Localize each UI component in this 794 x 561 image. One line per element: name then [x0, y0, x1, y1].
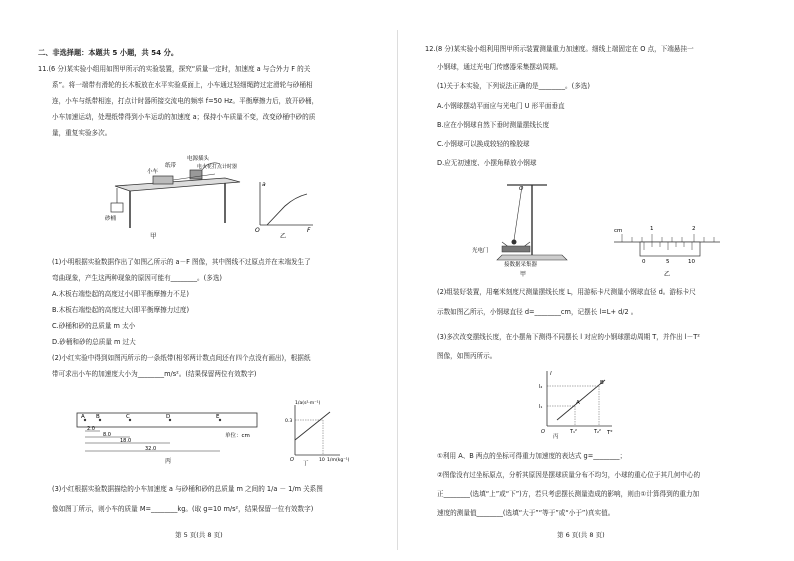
tape-dist-2: 8.0	[103, 432, 111, 438]
q12-stem-line: 小钢球，通过光电门传感器采集摆动周期。	[437, 63, 563, 71]
tape-dist-3: 18.0	[120, 438, 132, 444]
label-plug: 电源插头	[187, 156, 210, 162]
label-cm: cm	[614, 228, 623, 234]
q12-sub1: (1)关于本实验，下列说法正确的是________。(多选)	[437, 82, 590, 90]
tick-l1: l₁	[539, 404, 543, 410]
q12-sub2-line: 示数如图乙所示，小钢球直径 d=________cm，记摆长 l=L+ d/2 。	[437, 308, 638, 316]
tape-unit: 单位：cm	[225, 433, 250, 439]
q12-sub3-line: 图像，如图丙所示。	[437, 352, 497, 360]
tape-point-e: E	[216, 414, 220, 420]
figure-inverse-graph	[285, 400, 350, 467]
option-d: D.应无初速度、小摆角释放小钢球	[437, 159, 537, 167]
option-a: A.小钢球摆动平面应与光电门 U 形平面垂直	[437, 102, 565, 110]
page-6	[397, 0, 794, 561]
label-timer: 电火花打点计时器	[197, 164, 238, 170]
caption-bing: 丙	[165, 458, 172, 465]
axis-inv-a: 1/a(s²·m⁻¹)	[295, 401, 321, 406]
caption-yi: 乙	[280, 233, 287, 240]
caption-jia: 甲	[520, 271, 527, 278]
q11-sub1-line: (1)小明根据实验数据作出了如图乙所示的 a－F 图像，其中图线不过原点并在末端发生了	[52, 258, 311, 266]
main-tick-2: 2	[692, 226, 696, 232]
option-c: C.砂桶和砂的总质量 m 太小	[52, 322, 136, 330]
q11-sub2-line: 带可求出小车的加速度大小为________m/s²。(结果保留两位有效数字)	[52, 370, 257, 378]
tape-dist-4: 32.0	[145, 446, 157, 452]
label-bucket: 砂桶	[105, 216, 117, 222]
caption-jia: 甲	[150, 232, 157, 240]
tick-t2: T₂²	[594, 429, 602, 435]
label-sensor: 接数据采集器	[504, 262, 538, 268]
origin-label: O	[255, 227, 260, 234]
figure-paper-tape	[75, 405, 275, 465]
tape-point-a: A	[81, 414, 85, 420]
tick-l2: l₂	[539, 384, 543, 390]
q11-stem-line: 小车加速运动，处理纸带得到小车运动的加速度 a；保持小车质量不变，改变砂桶中砂的质	[52, 113, 316, 121]
tape-point-b: B	[96, 414, 100, 420]
caption-yi: 乙	[664, 271, 671, 278]
figure-a-f-graph	[255, 180, 315, 240]
q11-sub2-line: (2)小红实验中得到如图丙所示的一条纸带(相邻两计数点间还有四个点没有画出)，根据纸	[52, 354, 311, 362]
q3-part2-line: ②图像没有过坐标原点，分析其原因是摆球质量分布不均匀，小球的重心位于其几何中心的	[437, 471, 701, 479]
figure-cart-apparatus	[105, 158, 245, 230]
caption-bing: 丙	[553, 434, 559, 440]
q3-part2-line: 正________(选填“上”或“下”)方，若只考虑摆长测量造成的影响，则由①计算得到的重力加	[437, 490, 700, 498]
caption-ding: 丁	[303, 461, 309, 467]
figure-vernier-caliper	[612, 220, 722, 280]
figure-l-t2-graph	[537, 368, 617, 438]
section-title: 二、非选择题：本题共 5 小题，共 54 分。	[38, 48, 179, 57]
label-cart: 小车	[147, 169, 159, 175]
main-tick-1: 1	[650, 226, 654, 232]
origin-label: O	[290, 457, 294, 463]
q11-stem-line: 连，小车与纸带相连，打点计时器所接交流电的频率 f=50 Hz。平衡摩擦力后，放开砂桶，	[52, 97, 319, 105]
label-gate: 光电门	[472, 248, 489, 254]
tape-dist-1: 2.0	[87, 426, 95, 432]
axis-l: l	[550, 371, 552, 377]
vernier-5: 5	[666, 259, 670, 265]
q11-sub3-line: (3)小红根据实验数据描绘的小车加速度 a 与砂桶和砂的总质量 m 之间的 1/a － 1/m 关系图	[52, 485, 323, 493]
q11-stem-line: 系”。将一端带有滑轮的长木板放在水平实验桌面上，小车通过轻细绳跨过定滑轮与砂桶相	[52, 81, 313, 89]
origin-label: O	[541, 429, 545, 435]
q3-part1: ①利用 A、B 两点的坐标可得重力加速度的表达式 g=________；	[437, 452, 627, 460]
q12-sub3-line: (3)多次改变摆线长度，在小摆角下测得不同摆长 l 对应的小钢球摆动周期 T，并作出 l－T²	[437, 333, 700, 341]
tape-point-d: D	[166, 414, 171, 420]
q12-stem-line: 12.(8 分)某实验小组利用图甲所示装置测量重力加速度。细线上端固定在 O 点，下端悬挂一	[425, 45, 694, 53]
page-footer: 第 5 页(共 8 页)	[175, 531, 223, 539]
q11-stem-line: 11.(6 分)某实验小组用如图甲所示的实验装置，探究“质量一定时，加速度 a 与合外力 F 的关	[38, 65, 311, 73]
option-b: B.木板右端垫起的高度过大(即平衡摩擦力过度)	[52, 306, 190, 314]
page-footer: 第 6 页(共 8 页)	[557, 531, 605, 539]
vernier-10: 10	[688, 259, 695, 265]
tick-t1: T₁²	[570, 429, 578, 435]
axis-f: F	[307, 227, 311, 234]
point-b: B	[600, 380, 604, 386]
option-c: C.小钢球可以换成较轻的橡胶球	[437, 140, 530, 148]
tape-point-c: C	[126, 414, 130, 420]
axis-t2: T²	[607, 430, 613, 436]
point-a: A	[576, 400, 580, 406]
tick-10: 10	[319, 458, 325, 463]
q11-stem-line: 量，重复实验多次。	[52, 129, 112, 137]
axis-a: a	[262, 181, 266, 188]
pivot-o: O	[519, 186, 524, 192]
vernier-0: 0	[642, 259, 646, 265]
option-d: D.砂桶和砂的总质量 m 过大	[52, 338, 136, 346]
option-a: A.木板右端垫起的高度过小(即平衡摩擦力不足)	[52, 290, 189, 298]
tick-0-3: 0.3	[285, 419, 293, 424]
q12-sub2-line: (2)组装好装置，用毫米刻度尺测量摆线长度 L，用游标卡尺测量小钢球直径 d。游标卡尺	[437, 288, 696, 296]
option-b: B.应在小钢球自然下垂时测量摆线长度	[437, 121, 550, 129]
label-tape: 纸带	[165, 163, 177, 169]
axis-inv-m: 1/m(kg⁻¹)	[327, 458, 350, 463]
q11-sub1-line: 弯曲现象，产生这两种现象的原因可能有________。(多选)	[52, 274, 222, 282]
q11-sub3-line: 像如图丁所示，则小车的质量 M=________kg。(取 g=10 m/s²，结果保留一位有效数字)	[52, 505, 314, 513]
q3-part2-line: 速度的测量值________(选填“大于”“等于”或“小于”)真实值。	[437, 509, 615, 517]
figure-pendulum	[472, 180, 582, 280]
